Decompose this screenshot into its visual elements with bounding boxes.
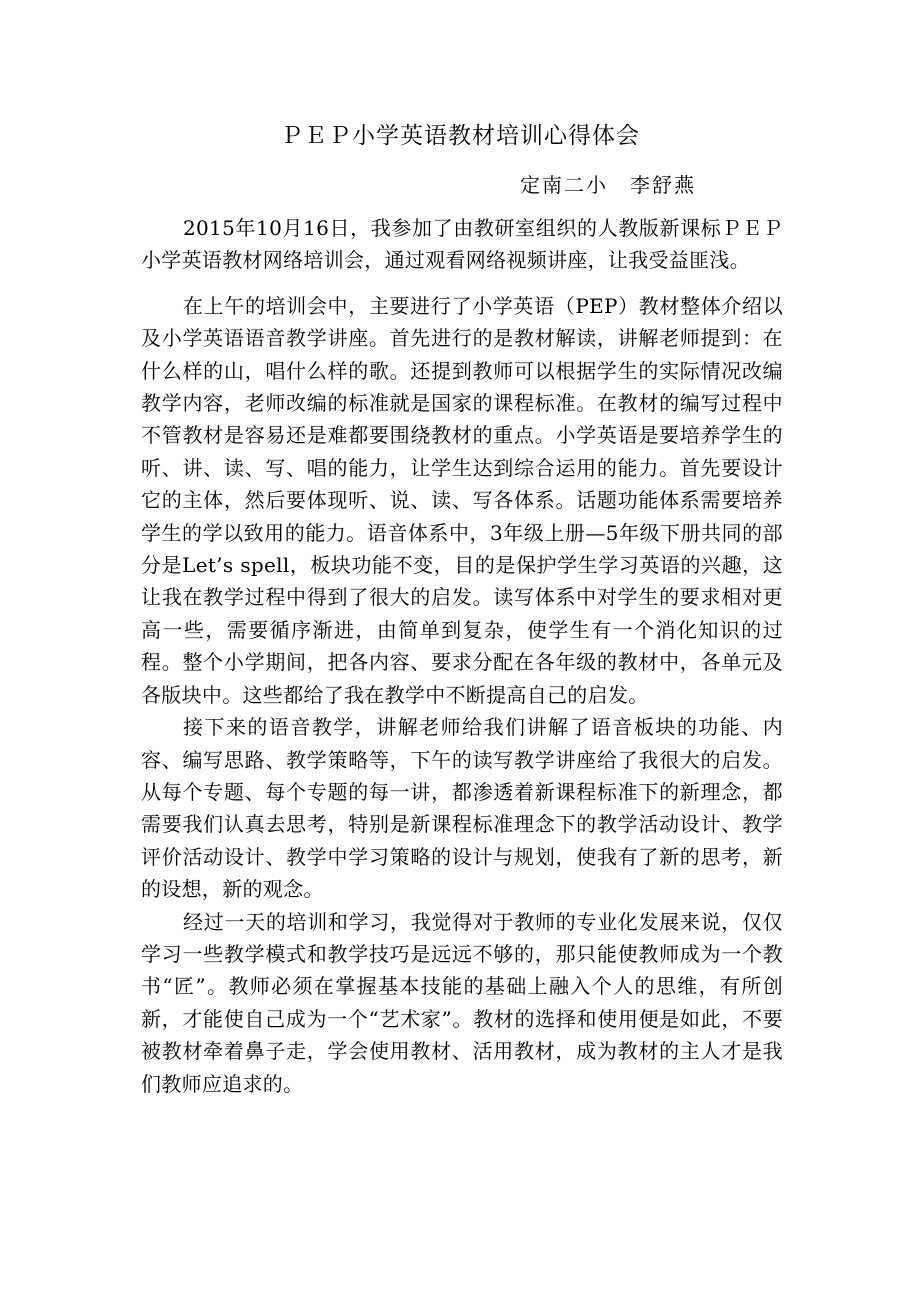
paragraph-3: 接下来的语音教学，讲解老师给我们讲解了语音板块的功能、内容、编写思路、教学策略等，下午的读写教学讲座给了我很大的启发。从每个专题、每个专题的每一讲，都渗透着新课程标准下的新理念，都需要我们认真去思考，特别是新课程标准理念下的教学活动设计、教学评价活动设计、教学中学习策略的设计与规划，使我有了新的思考，新的设想，新的观念。 [141,715,783,902]
document-body [141,212,783,1100]
document-title: ＰＥＰ小学英语教材培训心得体会 [280,123,640,149]
paragraph-2: 在上午的培训会中，主要进行了小学英语（PEP）教材整体介绍以及小学英语语音教学讲座。首先进行的是教材解读，讲解老师提到：在什么样的山，唱什么样的歌。还提到教师可以根据学生的实际情况改编教学内容，老师改编的标准就是国家的课程标准。在教材的编写过程中不管教材是容易还是难都要围绕教材的重点。小学英语是要培养学生的听、讲、读、写、唱的能力，让学生达到综合运用的能力。首先要设计它的主体，然后要体现听、说、读、写各体系。话题功能体系需要培养学生的学以致用的能力。语音体系中，3年级上册—5年级下册共同的部分是Let’s spell，板块功能不变，目的是保护学生学习英语的兴趣，这让我在教学过程中得到了很大的启发。读写体系中对学生的要求相对更高一些，需要循序渐进，由简单到复杂，使学生有一个消化知识的过程。整个小学期间，把各内容、要求分配在各年级的教材中，各单元及各版块中。这些都给了我在教学中不断提高自己的启发。 [141,293,783,707]
paragraph-1: 2015年10月16日，我参加了由教研室组织的人教版新课标ＰＥＰ小学英语教材网络培训会，通过观看网络视频讲座，让我受益匪浅。 [141,216,783,273]
paragraph-4: 经过一天的培训和学习，我觉得对于教师的专业化发展来说，仅仅学习一些教学模式和教学技巧是远远不够的，那只能使教师成为一个教书“匠”。教师必须在掌握基本技能的基础上融入个人的思维，有所创新，才能使自己成为一个“艺术家”。教材的选择和使用便是如此，不要被教材牵着鼻子走，学会使用教材、活用教材，成为教材的主人才是我们教师应追求的。 [141,909,783,1096]
document-author: 定南二小 李舒燕 [520,173,696,197]
